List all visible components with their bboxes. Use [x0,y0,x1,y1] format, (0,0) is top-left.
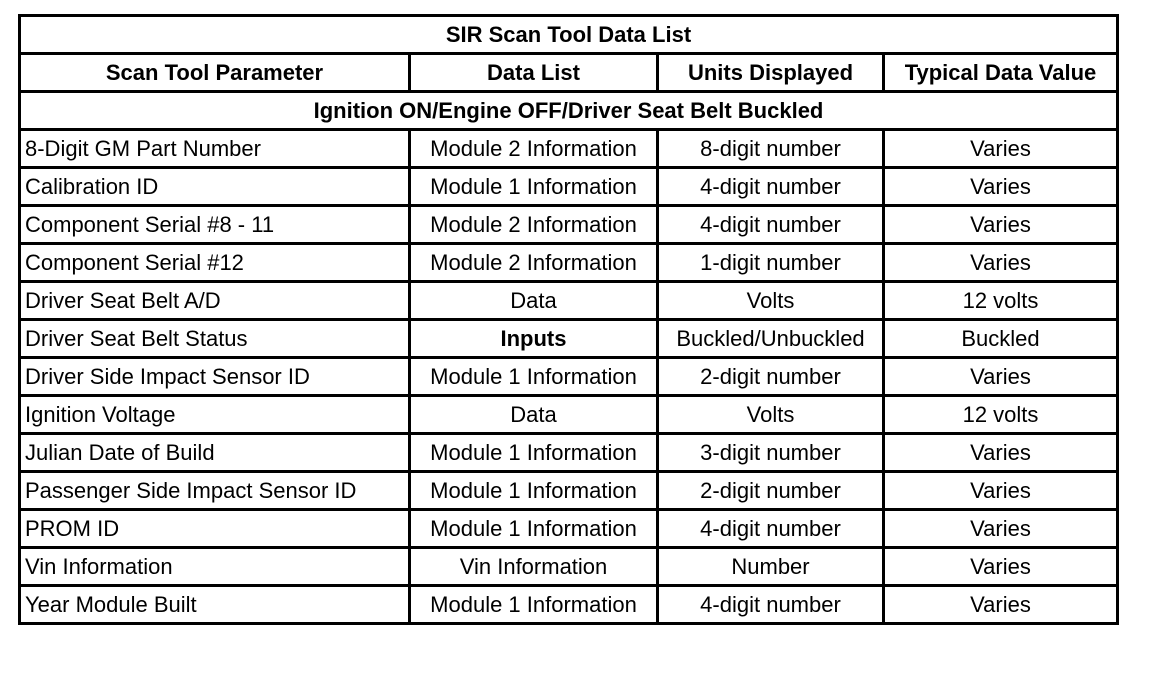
parameter-cell: Julian Date of Build [20,434,410,472]
table-row [20,168,1118,206]
units-cell: 4-digit number [658,586,884,624]
section-heading: Ignition ON/Engine OFF/Driver Seat Belt Buckled [20,92,1118,130]
data-list-cell: Module 1 Information [410,358,658,396]
parameter-cell: Vin Information [20,548,410,586]
table-row [20,510,1118,548]
title-row [20,16,1118,54]
parameter-cell: Driver Side Impact Sensor ID [20,358,410,396]
sir-data-table [18,14,1119,625]
table-row [20,130,1118,168]
typical-value-cell: Varies [884,168,1118,206]
table-row [20,396,1118,434]
units-cell: 1-digit number [658,244,884,282]
column-header-units: Units Displayed [658,54,884,92]
table-row [20,472,1118,510]
data-list-cell: Vin Information [410,548,658,586]
parameter-cell: Component Serial #8 - 11 [20,206,410,244]
document-page [18,14,1116,625]
typical-value-cell: Varies [884,586,1118,624]
data-list-cell: Module 2 Information [410,206,658,244]
data-list-cell: Module 1 Information [410,434,658,472]
units-cell: Volts [658,282,884,320]
units-cell: 4-digit number [658,168,884,206]
typical-value-cell: Varies [884,472,1118,510]
typical-value-cell: Buckled [884,320,1118,358]
column-header-data-list: Data List [410,54,658,92]
table-row [20,434,1118,472]
parameter-cell: Driver Seat Belt Status [20,320,410,358]
parameter-cell: Driver Seat Belt A/D [20,282,410,320]
column-header-parameter: Scan Tool Parameter [20,54,410,92]
table-row [20,358,1118,396]
table-row [20,206,1118,244]
table-row [20,244,1118,282]
units-cell: 4-digit number [658,206,884,244]
data-list-cell: Inputs [410,320,658,358]
data-list-cell: Module 2 Information [410,244,658,282]
parameter-cell: Passenger Side Impact Sensor ID [20,472,410,510]
column-header-typical-value: Typical Data Value [884,54,1118,92]
data-list-cell: Module 1 Information [410,168,658,206]
units-cell: Buckled/Unbuckled [658,320,884,358]
data-list-cell: Module 1 Information [410,472,658,510]
units-cell: 2-digit number [658,358,884,396]
table-row [20,320,1118,358]
table-title: SIR Scan Tool Data List [20,16,1118,54]
typical-value-cell: Varies [884,510,1118,548]
units-cell: 3-digit number [658,434,884,472]
typical-value-cell: Varies [884,548,1118,586]
typical-value-cell: 12 volts [884,282,1118,320]
parameter-cell: Component Serial #12 [20,244,410,282]
data-list-cell: Module 2 Information [410,130,658,168]
table-row [20,548,1118,586]
data-list-cell: Data [410,282,658,320]
units-cell: Volts [658,396,884,434]
parameter-cell: PROM ID [20,510,410,548]
data-list-cell: Data [410,396,658,434]
parameter-cell: Year Module Built [20,586,410,624]
typical-value-cell: Varies [884,358,1118,396]
typical-value-cell: 12 volts [884,396,1118,434]
parameter-cell: Ignition Voltage [20,396,410,434]
data-list-cell: Module 1 Information [410,586,658,624]
section-row [20,92,1118,130]
typical-value-cell: Varies [884,244,1118,282]
units-cell: 4-digit number [658,510,884,548]
typical-value-cell: Varies [884,206,1118,244]
typical-value-cell: Varies [884,130,1118,168]
table-row [20,282,1118,320]
parameter-cell: 8-Digit GM Part Number [20,130,410,168]
data-list-cell: Module 1 Information [410,510,658,548]
table-row [20,586,1118,624]
typical-value-cell: Varies [884,434,1118,472]
units-cell: 8-digit number [658,130,884,168]
header-row [20,54,1118,92]
units-cell: Number [658,548,884,586]
parameter-cell: Calibration ID [20,168,410,206]
units-cell: 2-digit number [658,472,884,510]
